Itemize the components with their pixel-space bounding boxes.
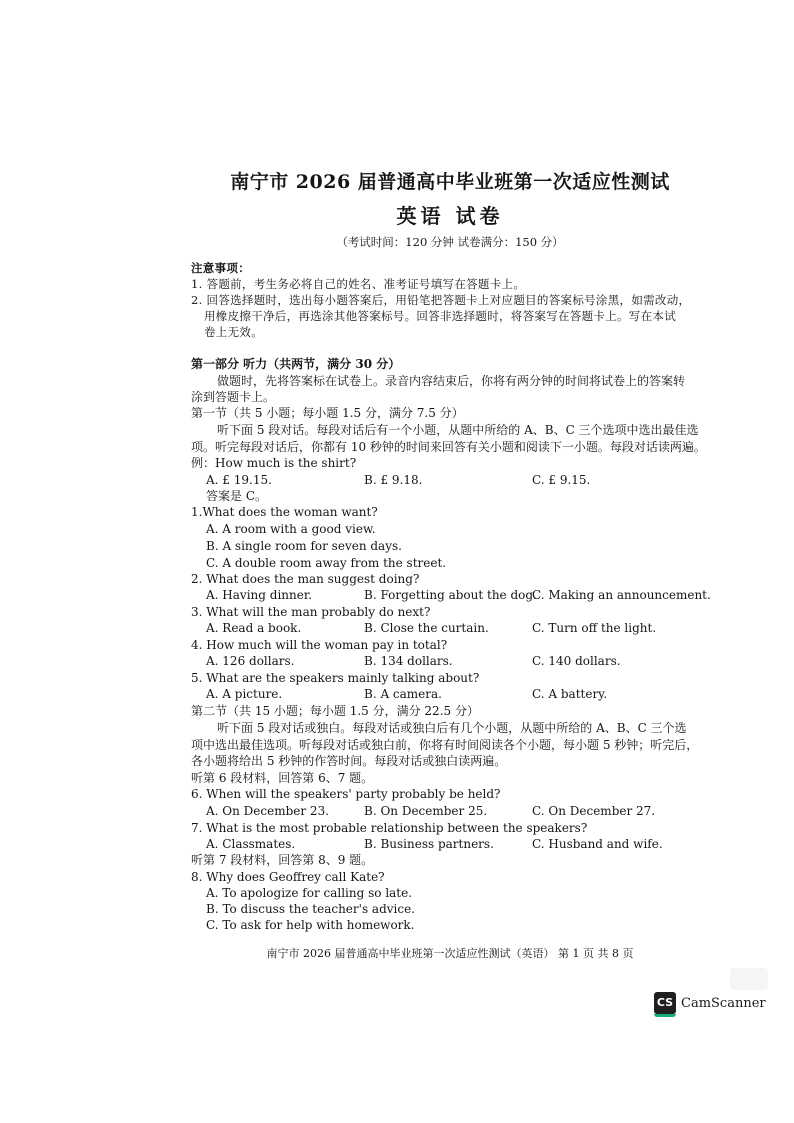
section1-heading: 第一节（共 5 小题；每小题 1.5 分，满分 7.5 分） — [191, 406, 464, 420]
exam-info: （考试时间：120 分钟 试卷满分：150 分） — [336, 235, 564, 249]
page-footer: 南宁市 2026 届普通高中毕业班第一次适应性测试（英语） 第 1 页 共 8 页 — [266, 947, 634, 960]
section2-instr-line2: 项中选出最佳选项。听每段对话或独白前，你将有时间阅读各个小题，每小题 5 秒钟；听完后， — [191, 738, 699, 752]
q6-option-c: C. On December 27. — [532, 804, 656, 818]
q4-option-b: B. 134 dollars. — [364, 654, 453, 668]
q1-stem: 1.What does the woman want? — [191, 505, 378, 519]
q2-option-b: B. Forgetting about the dog. — [364, 588, 537, 602]
q3-stem: 3. What will the man probably do next? — [191, 605, 431, 619]
section1-instr-line1: 听下面 5 段对话。每段对话后有一个小题，从题中所给的 A、B、C 三个选项中选出最佳选 — [217, 423, 699, 437]
example-question: 例：How much is the shirt? — [191, 456, 357, 470]
q8-option-a: A. To apologize for calling so late. — [206, 886, 413, 900]
q2-stem: 2. What does the man suggest doing? — [191, 572, 420, 586]
example-option-c: C. £ 9.15. — [532, 473, 591, 487]
q1-option-c: C. A double room away from the street. — [206, 556, 447, 570]
q3-option-c: C. Turn off the light. — [532, 621, 657, 635]
q5-option-b: B. A camera. — [364, 687, 442, 701]
q1-option-b: B. A single room for seven days. — [206, 539, 402, 553]
exam-title: 南宁市 2026 届普通高中毕业班第一次适应性测试 — [230, 171, 670, 193]
q6-option-b: B. On December 25. — [364, 804, 488, 818]
notice-item-2-end: 卷上无效。 — [204, 325, 263, 339]
q5-option-a: A. A picture. — [206, 687, 283, 701]
q7-option-b: B. Business partners. — [364, 837, 494, 851]
material7-note: 听第 7 段材料，回答第 8、9 题。 — [191, 853, 374, 867]
notice-heading: 注意事项： — [191, 261, 250, 275]
q7-option-c: C. Husband and wife. — [532, 837, 663, 851]
q5-option-c: C. A battery. — [532, 687, 608, 701]
notice-item-2-cont: 用橡皮擦干净后，再选涂其他答案标号。回答非选择题时，将答案写在答题卡上。写在本试 — [204, 309, 676, 323]
q2-option-c: C. Making an announcement. — [532, 588, 711, 602]
notice-item-2: 2. 回答选择题时，选出每小题答案后，用铅笔把答题卡上对应题目的答案标号涂黑，如需改动， — [191, 293, 691, 307]
camscanner-logo-icon: CS — [654, 992, 676, 1014]
scan-smudge — [730, 968, 768, 990]
q5-stem: 5. What are the speakers mainly talking about? — [191, 671, 480, 685]
q8-option-c: C. To ask for help with homework. — [206, 918, 415, 932]
section2-heading: 第二节（共 15 小题；每小题 1.5 分，满分 22.5 分） — [191, 704, 479, 718]
material6-note: 听第 6 段材料，回答第 6、7 题。 — [191, 771, 374, 785]
q2-option-a: A. Having dinner. — [206, 588, 313, 602]
part1-intro-line2: 涂到答题卡上。 — [191, 390, 276, 404]
exam-subtitle: 英语 试卷 — [396, 204, 504, 228]
part1-intro-line1: 做题时，先将答案标在试卷上。录音内容结束后，你将有两分钟的时间将试卷上的答案转 — [217, 374, 686, 388]
section2-instr-line1: 听下面 5 段对话或独白。每段对话或独白后有几个小题，从题中所给的 A、B、C 三个选 — [217, 721, 687, 735]
section2-instr-line3: 各小题将给出 5 秒钟的作答时间。每段对话或独白读两遍。 — [191, 754, 507, 768]
q1-option-a: A. A room with a good view. — [206, 522, 376, 536]
notice-item-1: 1. 答题前，考生务必将自己的姓名、准考证号填写在答题卡上。 — [191, 277, 526, 291]
q4-option-c: C. 140 dollars. — [532, 654, 621, 668]
q4-option-a: A. 126 dollars. — [206, 654, 295, 668]
q7-option-a: A. Classmates. — [206, 837, 296, 851]
q7-stem: 7. What is the most probable relationship between the speakers? — [191, 821, 588, 835]
section1-instr-line2: 项。听完每段对话后，你都有 10 秒钟的时间来回答有关小题和阅读下一小题。每段对话读两遍。 — [191, 440, 706, 454]
q8-option-b: B. To discuss the teacher's advice. — [206, 902, 416, 916]
q3-option-a: A. Read a book. — [206, 621, 302, 635]
q6-stem: 6. When will the speakers' party probably be held? — [191, 787, 501, 801]
q4-stem: 4. How much will the woman pay in total? — [191, 638, 448, 652]
q8-stem: 8. Why does Geoffrey call Kate? — [191, 870, 385, 884]
part1-heading: 第一部分 听力（共两节，满分 30 分） — [191, 357, 401, 371]
example-option-a: A. £ 19.15. — [206, 473, 272, 487]
camscanner-watermark: CamScanner — [681, 996, 766, 1011]
q6-option-a: A. On December 23. — [206, 804, 330, 818]
q3-option-b: B. Close the curtain. — [364, 621, 489, 635]
example-answer: 答案是 C。 — [206, 489, 267, 503]
example-option-b: B. £ 9.18. — [364, 473, 423, 487]
